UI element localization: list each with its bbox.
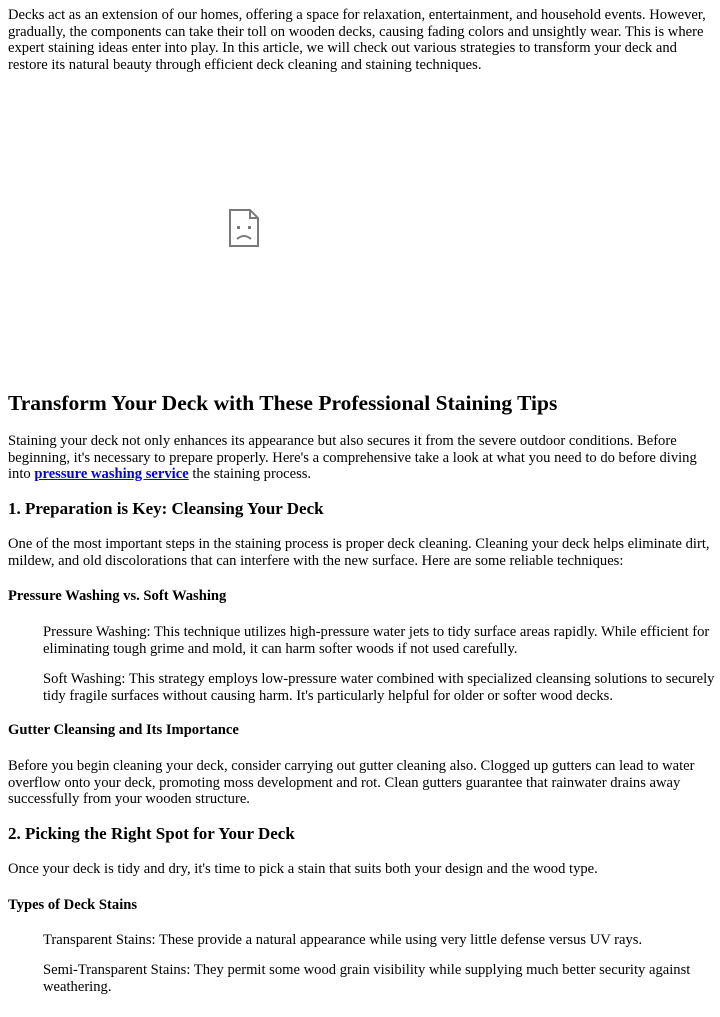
section2-paragraph: Once your deck is tidy and dry, it's time to pick a stain that suits both your design and the wood type. — [8, 861, 598, 877]
section1-heading: 1. Preparation is Key: Cleansing Your Deck — [8, 499, 324, 518]
article — [0, 0, 720, 73]
list-item: Soft Washing: This strategy employs low-pressure water combined with specialized cleansing solutions to securely tidy fragile surfaces without causing harm. It's particularly helpful for older or softer wood decks. — [43, 671, 715, 704]
main-heading: Transform Your Deck with These Professional Staining Tips — [8, 391, 558, 415]
lead-paragraph — [8, 433, 712, 483]
intro-paragraph: Decks act as an extension of our homes, offering a space for relaxation, entertainment, and household events. However, gradually, the components can take their toll on wooden decks, causing fading colors and unsightly wear. This is where expert staining ideas enter into play. In this article, we will check out various strategies to transform your deck and restore its natural beauty through efficient deck cleaning and staining techniques. — [8, 7, 706, 73]
list-item: Transparent Stains: These provide a natural appearance while using very little defense versus UV rays. — [43, 932, 643, 948]
lead-text-after: the staining process. — [188, 466, 312, 482]
broken-image-icon — [228, 208, 260, 248]
section1-gutter-paragraph: Before you begin cleaning your deck, consider carrying out gutter cleaning also. Clogged up gutters can lead to water overflow onto your deck, promoting moss development and rot. Clean gutters guarantee that rainwater drains away successfully from your wooden structure. — [8, 758, 695, 807]
broken-image-placeholder — [0, 80, 720, 380]
pressure-washing-link[interactable]: pressure washing service — [34, 466, 189, 482]
section1-paragraph: One of the most important steps in the staining process is proper deck cleaning. Cleaning your deck helps eliminate dirt, mildew, and old discolorations that can interfere with the new surface. Here are some reliable techniques: — [8, 536, 710, 569]
section2-subheading-stains: Types of Deck Stains — [8, 897, 138, 913]
lead-text-before: Staining your deck not only enhances its appearance but also secures it from the severe outdoor conditions. Before beginning, it's necessary to prepare properly. Here's a comprehensive take a look at what you need to do before diving into — [8, 433, 697, 482]
section1-subheading-gutter: Gutter Cleansing and Its Importance — [8, 722, 239, 738]
section2-heading: 2. Picking the Right Spot for Your Deck — [8, 824, 295, 843]
list-item: Semi-Transparent Stains: They permit some wood grain visibility while supplying much better security against weathering. — [43, 962, 691, 995]
list-item: Pressure Washing: This technique utilizes high-pressure water jets to tidy surface areas rapidly. While efficient for eliminating tough grime and mold, it can harm softer woods if not used carefully. — [43, 624, 710, 657]
section1-subheading-washing: Pressure Washing vs. Soft Washing — [8, 588, 227, 604]
